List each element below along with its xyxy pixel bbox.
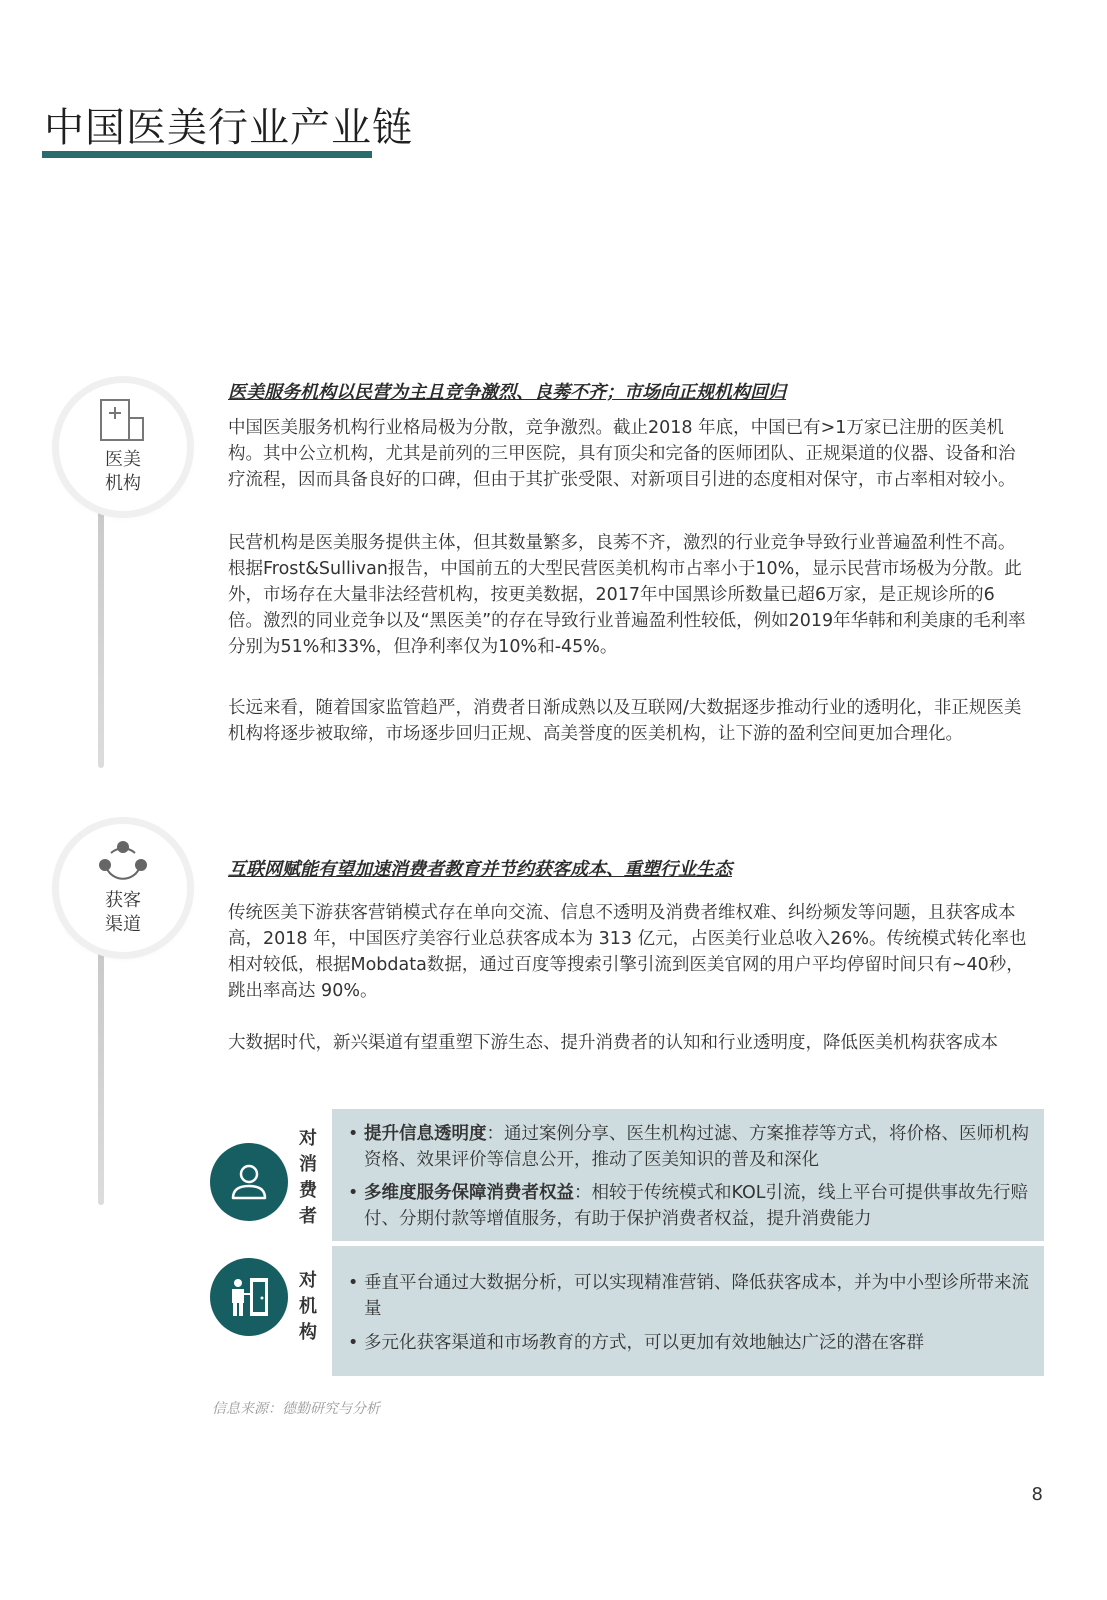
page-title: 中国医美行业产业链	[44, 105, 413, 151]
section2-heading: 互联网赋能有望加速消费者教育并节约获客成本、重塑行业生态	[228, 859, 732, 880]
section1-paragraph-2: 民营机构是医美服务提供主体，但其数量繁多，良莠不齐，激烈的行业竞争导致行业普遍盈利性不高。根据Frost&Sullivan报告，中国前五的大型民营医美机构市占率小于10%，显示民营市场极为分散。此外，市场存在大量非法经营机构，按更美数据，2017年中国黑诊所数量已超6万家，是正规诊所的6 倍。激烈的同业竞争以及“黑医美”的存在导致行业普遍盈利性较低，例如2019年华韩和利美康的毛利率分别为51%和33%，但净利率仅为10%和-45%。	[228, 533, 1026, 657]
list-item	[348, 1121, 1044, 1173]
person-icon	[227, 1160, 271, 1204]
label-char: 对	[299, 1128, 317, 1149]
bullet-text: ：通过案例分享、医生机构过滤、方案推荐等方式，将价格、医师机构资格、效果评价等信息公开，推动了医美知识的普及和深化	[364, 1124, 1029, 1170]
section1-paragraph-1: 中国医美服务机构行业格局极为分散，竞争激烈。截止2018 年底，中国已有>1万家已注册的医美机构。其中公立机构，尤其是前列的三甲医院，具有顶尖和完备的医师团队、正规渠道的仪器、设备和治疗流程，因而具备良好的口碑，但由于其扩张受限、对新项目引进的态度相对保守，市占率相对较小。	[228, 418, 1016, 490]
institution-icon-circle	[210, 1258, 288, 1336]
title-underline	[42, 151, 372, 158]
label-char: 构	[299, 1322, 317, 1343]
label-char: 费	[299, 1180, 317, 1201]
label-char: 消	[299, 1154, 317, 1175]
source-note: 信息来源：德勤研究与分析	[212, 1401, 380, 1417]
circle-label: 获客	[105, 890, 141, 911]
consumer-label	[298, 1126, 318, 1230]
section-circle-channel	[59, 824, 187, 952]
consumer-box	[332, 1109, 1044, 1241]
page-number: 8	[1031, 1484, 1043, 1505]
network-nodes-icon	[97, 839, 149, 883]
list-item: • 多元化获客渠道和市场教育的方式，可以更加有效地触达广泛的潜在客群	[348, 1330, 1044, 1356]
section1-heading: 医美服务机构以民营为主且竞争激烈、良莠不齐；市场向正规机构回归	[228, 382, 786, 403]
doorman-door-icon	[226, 1274, 272, 1320]
section2-paragraph-1: 传统医美下游获客营销模式存在单向交流、信息不透明及消费者维权难、纠纷频发等问题，且获客成本高，2018 年，中国医疗美容行业总获客成本为 313 亿元，占医美行业总收入26%。传统模式转化率也相对较低，根据Mobdata数据，通过百度等搜索引擎引流到医美官网的用户平均停留时间只有~40秒，跳出率高达 90%。	[228, 903, 1027, 1001]
label-char: 者	[299, 1206, 317, 1227]
timeline-line	[98, 950, 104, 1205]
circle-label: 机构	[105, 473, 141, 494]
label-char: 对	[299, 1270, 317, 1291]
bullet-bold: 提升信息透明度	[364, 1124, 487, 1144]
timeline-line	[98, 500, 104, 768]
list-item: • 垂直平台通过大数据分析，可以实现精准营销、降低获客成本，并为中小型诊所带来流量	[348, 1270, 1044, 1322]
institution-box	[332, 1246, 1044, 1376]
circle-label: 渠道	[105, 914, 141, 935]
label-char: 机	[299, 1296, 317, 1317]
institution-label	[298, 1268, 318, 1346]
section2-paragraph-2: 大数据时代，新兴渠道有望重塑下游生态、提升消费者的认知和行业透明度，降低医美机构获客成本	[228, 1033, 998, 1053]
section-circle-institution	[59, 383, 187, 511]
list-item	[348, 1180, 1044, 1232]
medical-building-icon	[99, 398, 147, 442]
circle-label: 医美	[105, 449, 141, 470]
bullet-bold: 多维度服务保障消费者权益	[364, 1183, 574, 1203]
section1-paragraph-3: 长远来看，随着国家监管趋严，消费者日渐成熟以及互联网/大数据逐步推动行业的透明化，非正规医美机构将逐步被取缔，市场逐步回归正规、高美誉度的医美机构，让下游的盈利空间更加合理化。	[228, 698, 1022, 744]
bullet-text: ：相较于传统模式和KOL引流，线上平台可提供事故先行赔付、分期付款等增值服务，有助于保护消费者权益，提升消费能力	[364, 1183, 1029, 1229]
consumer-icon-circle	[210, 1143, 288, 1221]
